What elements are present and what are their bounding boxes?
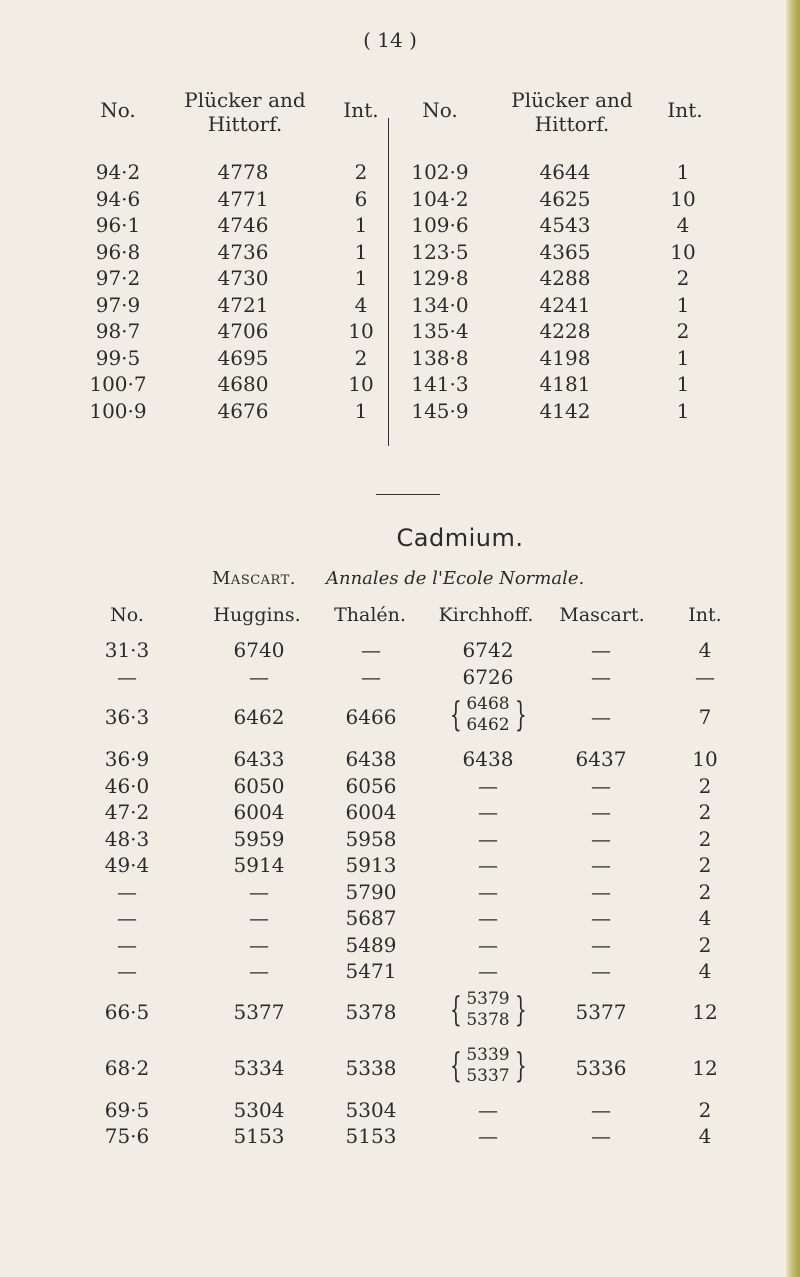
cell-thalen: 5153 (345, 1124, 397, 1148)
column-divider (388, 118, 389, 446)
cell-thalen: 6056 (345, 773, 397, 798)
kirchhoff-value: 6462 (466, 715, 510, 735)
table-row (410, 240, 720, 267)
cell-no: 31·3 (104, 638, 150, 662)
cell-wavelength: 4543 (539, 213, 591, 237)
cell-thalen: 6004 (345, 800, 397, 824)
cell-kirchhoff (440, 1044, 536, 1088)
cell-thalen: — (361, 638, 381, 662)
table-row (410, 187, 720, 214)
cell-wavelength: 4142 (539, 398, 591, 423)
cell-mascart: — (591, 932, 611, 957)
cell-no: 68·2 (104, 1055, 150, 1080)
cell-wavelength: 4241 (539, 292, 591, 317)
cell-thalen: 6438 (345, 747, 397, 771)
table-row (0, 747, 800, 774)
cell-huggins: 6462 (233, 705, 285, 729)
cell-huggins: 5304 (233, 1097, 285, 1122)
table-right-half (410, 88, 720, 425)
header-source: Plücker and Hittorf. (511, 88, 633, 136)
cell-no: 49·4 (104, 853, 150, 877)
cell-wavelength: 4746 (217, 213, 269, 237)
kirchhoff-value: 6468 (466, 694, 510, 714)
cell-wavelength: 4228 (539, 319, 591, 343)
cell-mascart: 6437 (575, 747, 627, 771)
table-row (0, 933, 800, 960)
cell-no: — (117, 879, 137, 904)
cell-huggins: 6740 (233, 638, 285, 662)
cell-int: 4 (676, 213, 690, 237)
cell-wavelength: 4365 (539, 239, 591, 264)
cell-mascart: — (591, 773, 611, 798)
cell-no: — (117, 664, 137, 689)
cell-no: — (117, 906, 137, 930)
table-row (88, 399, 398, 426)
cell-mascart: — (591, 826, 611, 851)
cell-no: 94·2 (95, 160, 141, 184)
kirchhoff-pair (466, 694, 509, 736)
cell-no: 66·5 (104, 999, 150, 1024)
cell-wavelength: 4625 (539, 186, 591, 211)
table-row (88, 266, 398, 293)
cell-int: 10 (670, 186, 696, 211)
cell-kirchhoff: — (478, 773, 498, 798)
cell-kirchhoff: — (478, 1124, 498, 1148)
header-no: No. (422, 98, 458, 122)
cell-thalen: 5913 (345, 853, 397, 877)
cell-kirchhoff: — (478, 906, 498, 930)
cell-kirchhoff: — (478, 879, 498, 904)
cell-huggins: 5377 (233, 999, 285, 1024)
cell-huggins: 6433 (233, 747, 285, 771)
brace-open: { (449, 1045, 462, 1086)
table-row (0, 691, 800, 747)
header-no: No. (110, 604, 144, 626)
brace-close: } (514, 1045, 527, 1086)
cell-mascart: — (591, 906, 611, 930)
cell-int: 10 (670, 239, 696, 264)
cell-wavelength: 4736 (217, 239, 269, 264)
cell-int: 1 (354, 213, 368, 237)
page-number: ( 14 ) (363, 28, 417, 52)
table-row (410, 213, 720, 240)
cell-no: 129·8 (411, 266, 469, 290)
table-row (0, 827, 800, 854)
source-publication: Annales de l'Ecole Normale. (326, 568, 585, 589)
cell-int: 1 (676, 292, 690, 317)
cell-wavelength: 4771 (217, 186, 269, 211)
table-row (410, 319, 720, 346)
cell-kirchhoff: — (478, 932, 498, 957)
brace-close: } (514, 989, 527, 1030)
table-row (410, 266, 720, 293)
brace-close: } (514, 695, 527, 735)
cell-int: 10 (348, 319, 374, 343)
cell-huggins: — (249, 932, 269, 957)
cell-int: 6 (354, 186, 368, 211)
kirchhoff-value: 5379 (466, 988, 510, 1009)
table-left-half (88, 88, 398, 425)
cell-wavelength: 4730 (217, 266, 269, 290)
table-row (0, 638, 800, 665)
cell-int: 4 (698, 638, 712, 662)
table-row (0, 853, 800, 880)
cell-huggins: — (249, 959, 269, 983)
cell-wavelength: 4706 (217, 319, 269, 343)
table-row (0, 800, 800, 827)
cell-int: 1 (676, 160, 690, 184)
cell-mascart: — (591, 705, 611, 729)
cell-huggins: 6004 (233, 800, 285, 824)
brace-open: { (449, 989, 462, 1030)
cell-no: 109·6 (411, 213, 469, 237)
table-row (0, 906, 800, 933)
cell-int: 1 (354, 239, 368, 264)
cell-int: 12 (692, 999, 718, 1024)
cell-mascart: — (591, 664, 611, 689)
header-source: Plücker and Hittorf. (184, 88, 306, 136)
cell-int: 2 (698, 800, 712, 824)
cell-no: 100·9 (89, 398, 147, 423)
cell-int: 4 (354, 292, 368, 317)
header-huggins: Huggins. (213, 604, 301, 626)
cell-int: 2 (698, 932, 712, 957)
cell-int: 4 (698, 1124, 712, 1148)
cell-int: — (695, 664, 715, 689)
cell-wavelength: 4198 (539, 345, 591, 370)
cell-thalen: — (361, 664, 381, 689)
cell-huggins: 5153 (233, 1124, 285, 1148)
cell-mascart: — (591, 1124, 611, 1148)
cell-huggins: 6050 (233, 773, 285, 798)
cell-no: — (117, 959, 137, 983)
cell-thalen: 5471 (345, 959, 397, 983)
cell-no: 141·3 (411, 372, 469, 396)
cell-wavelength: 4181 (539, 372, 591, 396)
cell-mascart: — (591, 879, 611, 904)
kirchhoff-value: 5339 (466, 1044, 510, 1065)
cell-int: 2 (698, 773, 712, 798)
cell-no: 47·2 (104, 800, 150, 824)
cell-no: 104·2 (411, 186, 469, 211)
kirchhoff-pair (466, 989, 509, 1031)
cell-mascart: — (591, 638, 611, 662)
cell-huggins: — (249, 879, 269, 904)
cell-thalen: 5304 (345, 1097, 397, 1122)
cell-no: 145·9 (411, 398, 469, 423)
cell-wavelength: 4778 (217, 160, 269, 184)
cell-huggins: — (249, 906, 269, 930)
kirchhoff-value: 5378 (466, 1009, 510, 1030)
cell-mascart: — (591, 959, 611, 983)
cell-kirchhoff: — (478, 826, 498, 851)
cell-mascart: 5336 (575, 1055, 627, 1080)
cell-wavelength: 4644 (539, 160, 591, 184)
cell-wavelength: 4695 (217, 345, 269, 370)
table-row (0, 959, 800, 986)
cell-no: 96·1 (95, 213, 141, 237)
table-row (88, 160, 398, 187)
cell-thalen: 5378 (345, 999, 397, 1024)
cell-kirchhoff: — (478, 800, 498, 824)
cell-kirchhoff: — (478, 853, 498, 877)
cell-kirchhoff (440, 988, 536, 1032)
table-row (88, 240, 398, 267)
cell-no: 99·5 (95, 345, 141, 370)
table-row (0, 986, 800, 1042)
section-rule (376, 494, 440, 495)
cell-mascart: — (591, 853, 611, 877)
cell-kirchhoff: — (478, 1097, 498, 1122)
cell-kirchhoff: — (478, 959, 498, 983)
cell-huggins: 5914 (233, 853, 285, 877)
cell-huggins: 5334 (233, 1055, 285, 1080)
cell-no: 94·6 (95, 186, 141, 211)
table-header (410, 88, 720, 160)
cell-no: 100·7 (89, 372, 147, 396)
table-row (410, 293, 720, 320)
cell-no: 102·9 (411, 160, 469, 184)
table-row (88, 346, 398, 373)
cell-int: 7 (698, 705, 712, 729)
cell-mascart: 5377 (575, 999, 627, 1024)
cell-no: 98·7 (95, 319, 141, 343)
cell-thalen: 5338 (345, 1055, 397, 1080)
cell-no: 75·6 (104, 1124, 150, 1148)
cell-kirchhoff: 6726 (462, 664, 514, 689)
cell-no: 36·9 (104, 747, 150, 771)
table-row (0, 880, 800, 907)
cell-int: 1 (354, 398, 368, 423)
cell-huggins: 5959 (233, 826, 285, 851)
table-header (88, 88, 398, 160)
table-row (0, 665, 800, 692)
cadmium-header (0, 604, 800, 638)
table-row (410, 399, 720, 426)
kirchhoff-value: 5337 (466, 1065, 510, 1086)
cell-thalen: 5489 (345, 932, 397, 957)
cell-no: 134·0 (411, 292, 469, 317)
cell-wavelength: 4721 (217, 292, 269, 317)
cell-int: 4 (698, 906, 712, 930)
cell-no: 69·5 (104, 1097, 150, 1122)
cell-int: 2 (354, 160, 368, 184)
cell-int: 2 (676, 319, 690, 343)
cell-no: 135·4 (411, 319, 469, 343)
cell-huggins: — (249, 664, 269, 689)
cell-mascart: — (591, 1097, 611, 1122)
cell-wavelength: 4676 (217, 398, 269, 423)
table-row (0, 1124, 800, 1151)
cell-int: 2 (698, 1097, 712, 1122)
cell-int: 2 (676, 266, 690, 290)
section-title: Cadmium. (396, 524, 524, 552)
cell-mascart: — (591, 800, 611, 824)
cell-no: 96·8 (95, 239, 141, 264)
header-mascart: Mascart. (559, 604, 645, 626)
header-int: Int. (667, 98, 703, 122)
cell-no: 36·3 (104, 705, 150, 729)
table-row (88, 319, 398, 346)
table-row (410, 160, 720, 187)
cell-int: 1 (354, 266, 368, 290)
cell-int: 12 (692, 1055, 718, 1080)
source-author: Mascart. (212, 568, 297, 589)
cell-int: 10 (692, 747, 718, 771)
table-row (88, 372, 398, 399)
cadmium-table (0, 604, 800, 1151)
table-row (0, 1042, 800, 1098)
table-row (410, 346, 720, 373)
cell-wavelength: 4288 (539, 266, 591, 290)
kirchhoff-pair (466, 1045, 509, 1087)
cell-kirchhoff: 6438 (462, 747, 514, 771)
table-row (88, 187, 398, 214)
cell-no: 97·9 (95, 292, 141, 317)
cell-int: 2 (698, 853, 712, 877)
cell-int: 4 (698, 959, 712, 983)
cell-int: 1 (676, 398, 690, 423)
header-kirchhoff: Kirchhoff. (438, 604, 534, 626)
table-row (0, 1098, 800, 1125)
header-no: No. (100, 98, 136, 122)
cell-no: 46·0 (104, 773, 150, 798)
table-row (0, 774, 800, 801)
cell-no: 97·2 (95, 266, 141, 290)
cell-thalen: 5790 (345, 879, 397, 904)
header-int: Int. (343, 98, 379, 122)
cell-kirchhoff: 6742 (462, 638, 514, 662)
cell-no: 123·5 (411, 239, 469, 264)
table-row (88, 293, 398, 320)
cell-int: 1 (676, 372, 690, 396)
brace-open: { (449, 695, 462, 735)
header-thalen: Thalén. (334, 604, 406, 626)
cell-int: 2 (698, 879, 712, 904)
table-row (88, 213, 398, 240)
cell-int: 2 (354, 345, 368, 370)
cell-thalen: 6466 (345, 705, 397, 729)
cell-int: 2 (698, 826, 712, 851)
cell-no: — (117, 932, 137, 957)
header-int: Int. (688, 604, 722, 626)
cell-int: 1 (676, 345, 690, 370)
cell-no: 48·3 (104, 826, 150, 851)
cell-int: 10 (348, 372, 374, 396)
cell-kirchhoff (440, 693, 536, 737)
cell-no: 138·8 (411, 345, 469, 370)
table-row (410, 372, 720, 399)
cell-thalen: 5958 (345, 826, 397, 851)
cell-wavelength: 4680 (217, 372, 269, 396)
cell-thalen: 5687 (345, 906, 397, 930)
